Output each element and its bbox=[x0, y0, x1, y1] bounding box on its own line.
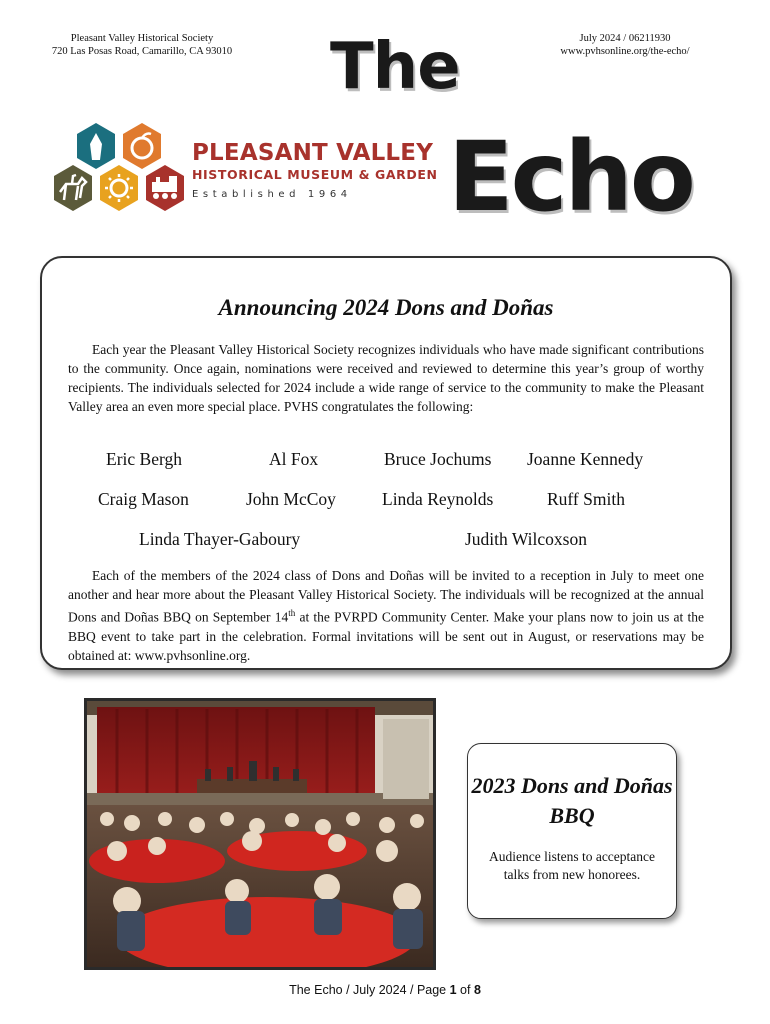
logo-subtitle: HISTORICAL MUSEUM & GARDEN bbox=[192, 167, 438, 182]
org-address-block bbox=[40, 32, 244, 58]
bbq-event-photo bbox=[84, 698, 436, 970]
org-address: 720 Las Posas Road, Camarillo, CA 93010 bbox=[51, 46, 233, 57]
honoree-name: Linda Reynolds bbox=[382, 489, 494, 509]
museum-logo-text bbox=[192, 140, 438, 200]
announcement-closing: Each of the members of the 2024 class of Dons and Doñas will be invited to a reception in July to meet one another and hear more about the Pleasant Valley Historical Society. The individuals will be recognized at the annual Dons and Doñas BBQ on September 14th at the PVRPD Community Center. Make your plans now to join us at the BBQ event to take part in the celebration. Formal invitations will be sent out in August, or reservations may be obtained at: www.pvhsonline.org. bbox=[68, 568, 704, 663]
honoree-name: Linda Thayer-Gaboury bbox=[139, 529, 301, 549]
announcement-title: Announcing 2024 Dons and Doñas bbox=[218, 295, 554, 320]
masthead-the: The bbox=[330, 30, 460, 104]
honoree-name: Craig Mason bbox=[98, 489, 189, 509]
logo-name: PLEASANT VALLEY bbox=[192, 140, 434, 166]
masthead-echo: Echo bbox=[448, 121, 693, 233]
footer-prefix: The Echo / July 2024 / Page bbox=[289, 983, 450, 997]
footer-page-total: 8 bbox=[473, 983, 481, 997]
honoree-name: Ruff Smith bbox=[547, 489, 625, 509]
org-name: Pleasant Valley Historical Society bbox=[70, 33, 214, 44]
honoree-name: Al Fox bbox=[269, 449, 319, 469]
logo-established: Established 1964 bbox=[192, 189, 352, 200]
fruit-hex-icon bbox=[123, 123, 161, 169]
photo-caption-box bbox=[467, 743, 677, 919]
honoree-name: Joanne Kennedy bbox=[527, 449, 644, 469]
honoree-name: Judith Wilcoxson bbox=[465, 529, 587, 549]
museum-logo-icon bbox=[48, 120, 188, 218]
footer-page-number: 1 bbox=[449, 983, 457, 997]
honoree-name: John McCoy bbox=[246, 489, 336, 509]
page-footer: The Echo / July 2024 / Page 1 of 8 bbox=[289, 983, 481, 997]
issue-date: July 2024 / 06211930 bbox=[579, 33, 671, 44]
caption-title: 2023 Dons and Doñas BBQ bbox=[471, 773, 673, 828]
event-photo-illustration bbox=[87, 701, 433, 967]
announcement-box bbox=[40, 256, 732, 670]
honoree-name: Eric Bergh bbox=[106, 449, 182, 469]
caption-text: Audience listens to acceptance talks from new honorees. bbox=[488, 849, 656, 882]
honoree-name: Bruce Jochums bbox=[384, 449, 492, 469]
issue-url[interactable]: www.pvhsonline.org/the-echo/ bbox=[560, 46, 690, 57]
issue-block bbox=[545, 32, 705, 58]
announcement-intro: Each year the Pleasant Valley Historical Society recognizes individuals who have made significant contributions to the community. Once again, nominations were received and reviewed to determine this year’s group of worthy recipients. The individuals selected for 2024 include a wide range of service to the community to make the Pleasant Valley area an even more special place. PVHS congratulates the following: bbox=[68, 342, 704, 414]
horse-rider-hex-icon bbox=[54, 165, 92, 211]
